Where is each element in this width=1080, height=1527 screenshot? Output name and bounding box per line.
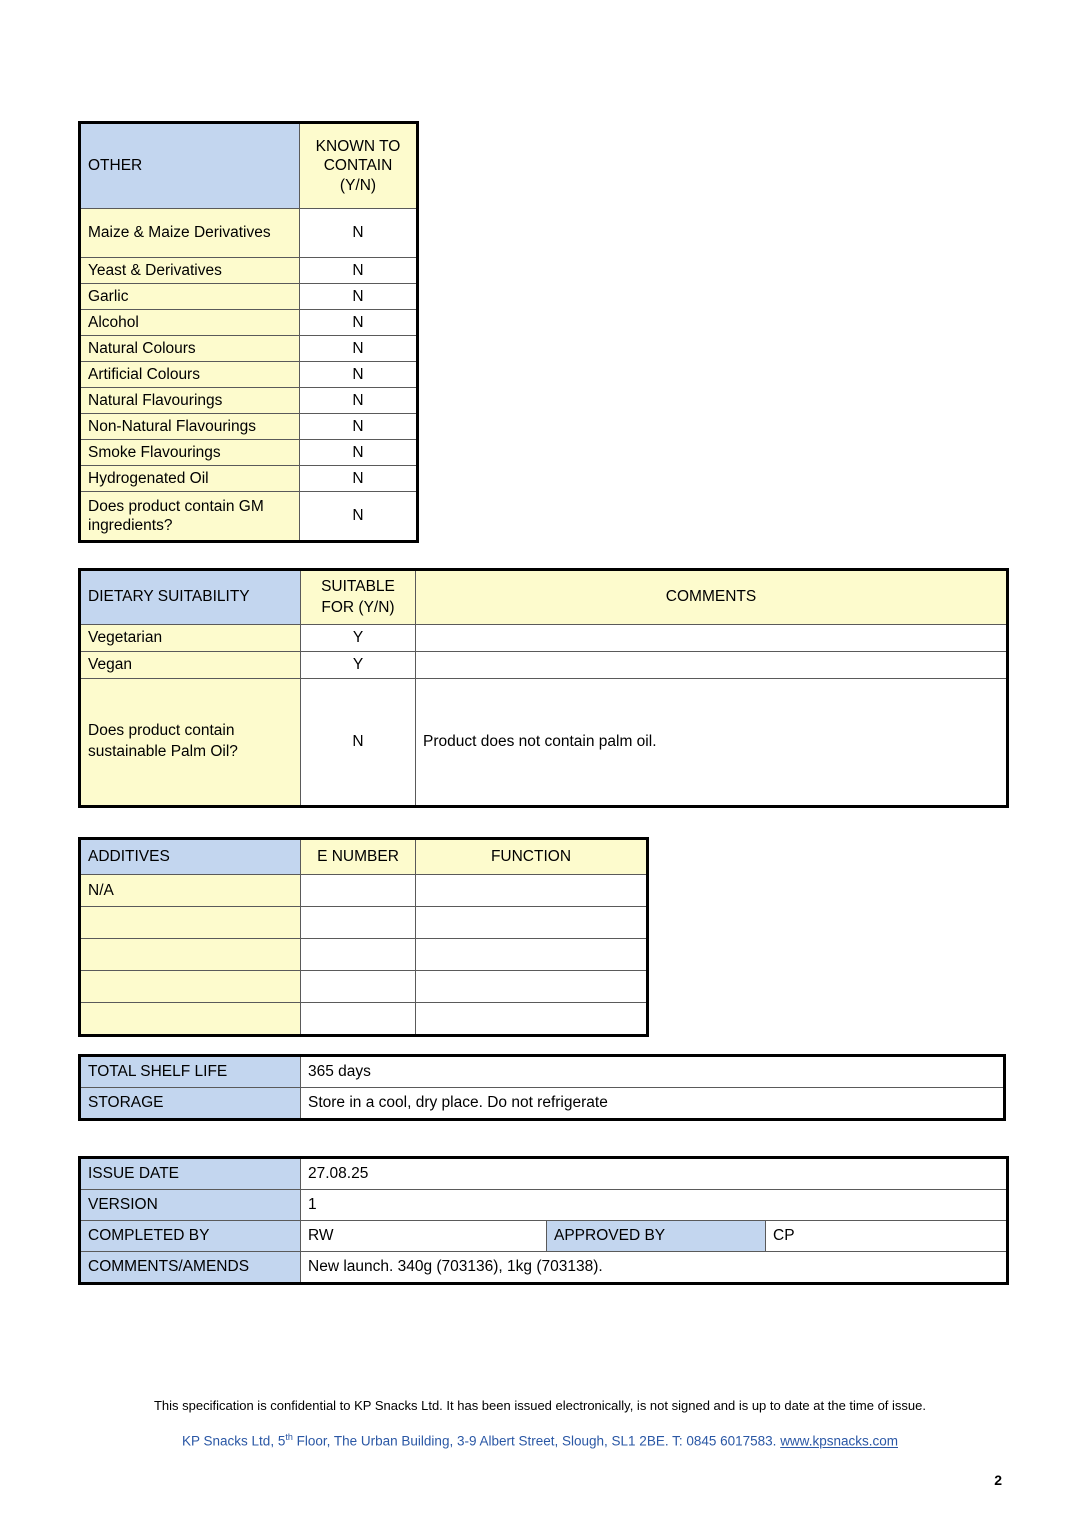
footer-confidential-note: This specification is confidential to KP Snacks Ltd. It has been issued electronically, is not signed and is up to date at the time of issue. bbox=[153, 1398, 926, 1413]
other-row-label: Alcohol bbox=[80, 310, 300, 336]
issue-date-value: 27.08.25 bbox=[301, 1158, 1008, 1190]
table-row bbox=[80, 875, 648, 907]
other-row-value: N bbox=[300, 414, 418, 440]
additives-row-function bbox=[416, 939, 648, 971]
approved-by-value: CP bbox=[766, 1221, 1008, 1252]
table-row-issue-date bbox=[80, 1158, 1008, 1190]
other-row-label: Natural Flavourings bbox=[80, 388, 300, 414]
table-row bbox=[80, 907, 648, 939]
additives-row-label bbox=[80, 907, 301, 939]
table-row bbox=[80, 466, 418, 492]
other-row-value: N bbox=[300, 258, 418, 284]
approved-by-label: APPROVED BY bbox=[547, 1221, 766, 1252]
page-number: 2 bbox=[994, 1472, 1002, 1488]
additives-row-function bbox=[416, 907, 648, 939]
table-row bbox=[80, 284, 418, 310]
completed-by-value: RW bbox=[301, 1221, 547, 1252]
additives-row-enumber bbox=[301, 939, 416, 971]
other-row-label: Natural Colours bbox=[80, 336, 300, 362]
shelf-row-value: 365 days bbox=[301, 1056, 1005, 1088]
completed-by-label: COMPLETED BY bbox=[80, 1221, 301, 1252]
footer-website-link[interactable]: www.kpsnacks.com bbox=[780, 1433, 898, 1449]
comments-amends-label: COMMENTS/AMENDS bbox=[80, 1252, 301, 1284]
version-value: 1 bbox=[301, 1190, 1008, 1221]
other-row-label: Non-Natural Flavourings bbox=[80, 414, 300, 440]
other-row-value: N bbox=[300, 336, 418, 362]
additives-row-enumber bbox=[301, 875, 416, 907]
table-row bbox=[80, 336, 418, 362]
shelf-life-table bbox=[78, 1054, 1006, 1121]
table-header-row bbox=[80, 123, 418, 209]
dietary-row-label: Does product contain sustainable Palm Oil? bbox=[80, 679, 301, 807]
other-header-label: OTHER bbox=[80, 123, 300, 209]
additives-row-label bbox=[80, 1003, 301, 1036]
table-row bbox=[80, 388, 418, 414]
other-row-label: Smoke Flavourings bbox=[80, 440, 300, 466]
footer-address-ordinal: th bbox=[285, 1432, 293, 1442]
dietary-suitability-table bbox=[78, 568, 1009, 808]
other-row-value: N bbox=[300, 310, 418, 336]
additives-row-function bbox=[416, 971, 648, 1003]
table-header-row bbox=[80, 839, 648, 875]
dietary-header-value: SUITABLE FOR (Y/N) bbox=[301, 570, 416, 625]
other-row-label: Yeast & Derivatives bbox=[80, 258, 300, 284]
table-row-comments-amends bbox=[80, 1252, 1008, 1284]
additives-row-enumber bbox=[301, 971, 416, 1003]
dietary-row-value: Y bbox=[301, 625, 416, 652]
other-row-value: N bbox=[300, 492, 418, 542]
other-row-value: N bbox=[300, 440, 418, 466]
table-row-version bbox=[80, 1190, 1008, 1221]
table-row bbox=[80, 625, 1008, 652]
other-header-value: KNOWN TO CONTAIN (Y/N) bbox=[300, 123, 418, 209]
additives-table bbox=[78, 837, 649, 1037]
dietary-row-label: Vegan bbox=[80, 652, 301, 679]
table-row bbox=[80, 209, 418, 258]
other-allergens-table bbox=[78, 121, 419, 543]
additives-row-function bbox=[416, 1003, 648, 1036]
table-row bbox=[80, 362, 418, 388]
other-row-value: N bbox=[300, 466, 418, 492]
dietary-header-comments: COMMENTS bbox=[416, 570, 1008, 625]
other-row-label: Does product contain GM ingredients? bbox=[80, 492, 300, 542]
other-row-label: Hydrogenated Oil bbox=[80, 466, 300, 492]
shelf-row-value: Store in a cool, dry place. Do not refrigerate bbox=[301, 1088, 1005, 1120]
other-row-value: N bbox=[300, 362, 418, 388]
additives-header-label: ADDITIVES bbox=[80, 839, 301, 875]
shelf-row-label: STORAGE bbox=[80, 1088, 301, 1120]
footer-address-prefix: KP Snacks Ltd, 5 bbox=[182, 1433, 286, 1449]
other-row-label: Artificial Colours bbox=[80, 362, 300, 388]
additives-row-label bbox=[80, 971, 301, 1003]
other-row-value: N bbox=[300, 284, 418, 310]
shelf-row-label: TOTAL SHELF LIFE bbox=[80, 1056, 301, 1088]
dietary-row-comments bbox=[416, 625, 1008, 652]
additives-row-label: N/A bbox=[80, 875, 301, 907]
dietary-row-value: Y bbox=[301, 652, 416, 679]
table-row bbox=[80, 679, 1008, 807]
table-row bbox=[80, 310, 418, 336]
additives-row-enumber bbox=[301, 1003, 416, 1036]
table-header-row bbox=[80, 570, 1008, 625]
additives-header-enumber: E NUMBER bbox=[301, 839, 416, 875]
dietary-row-comments bbox=[416, 652, 1008, 679]
additives-header-function: FUNCTION bbox=[416, 839, 648, 875]
table-row bbox=[80, 1003, 648, 1036]
table-row bbox=[80, 258, 418, 284]
dietary-row-label: Vegetarian bbox=[80, 625, 301, 652]
table-row-approval bbox=[80, 1221, 1008, 1252]
dietary-header-label: DIETARY SUITABILITY bbox=[80, 570, 301, 625]
table-row bbox=[80, 939, 648, 971]
version-label: VERSION bbox=[80, 1190, 301, 1221]
other-row-label: Garlic bbox=[80, 284, 300, 310]
table-row bbox=[80, 492, 418, 542]
table-row bbox=[80, 440, 418, 466]
comments-amends-value: New launch. 340g (703136), 1kg (703138). bbox=[301, 1252, 1008, 1284]
table-row bbox=[80, 652, 1008, 679]
footer-address-middle: Floor, The Urban Building, 3-9 Albert Street, Slough, SL1 2BE. T: 0845 6017583. bbox=[292, 1433, 781, 1449]
other-row-value: N bbox=[300, 209, 418, 258]
additives-row-label bbox=[80, 939, 301, 971]
issue-date-label: ISSUE DATE bbox=[80, 1158, 301, 1190]
table-row bbox=[80, 414, 418, 440]
dietary-row-comments: Product does not contain palm oil. bbox=[416, 679, 1008, 807]
table-row bbox=[80, 971, 648, 1003]
footer-address bbox=[0, 1432, 1080, 1449]
other-row-label: Maize & Maize Derivatives bbox=[80, 209, 300, 258]
issue-details-table bbox=[78, 1156, 1009, 1285]
table-row bbox=[80, 1056, 1005, 1088]
dietary-row-value: N bbox=[301, 679, 416, 807]
table-row bbox=[80, 1088, 1005, 1120]
other-row-value: N bbox=[300, 388, 418, 414]
additives-row-enumber bbox=[301, 907, 416, 939]
additives-row-function bbox=[416, 875, 648, 907]
